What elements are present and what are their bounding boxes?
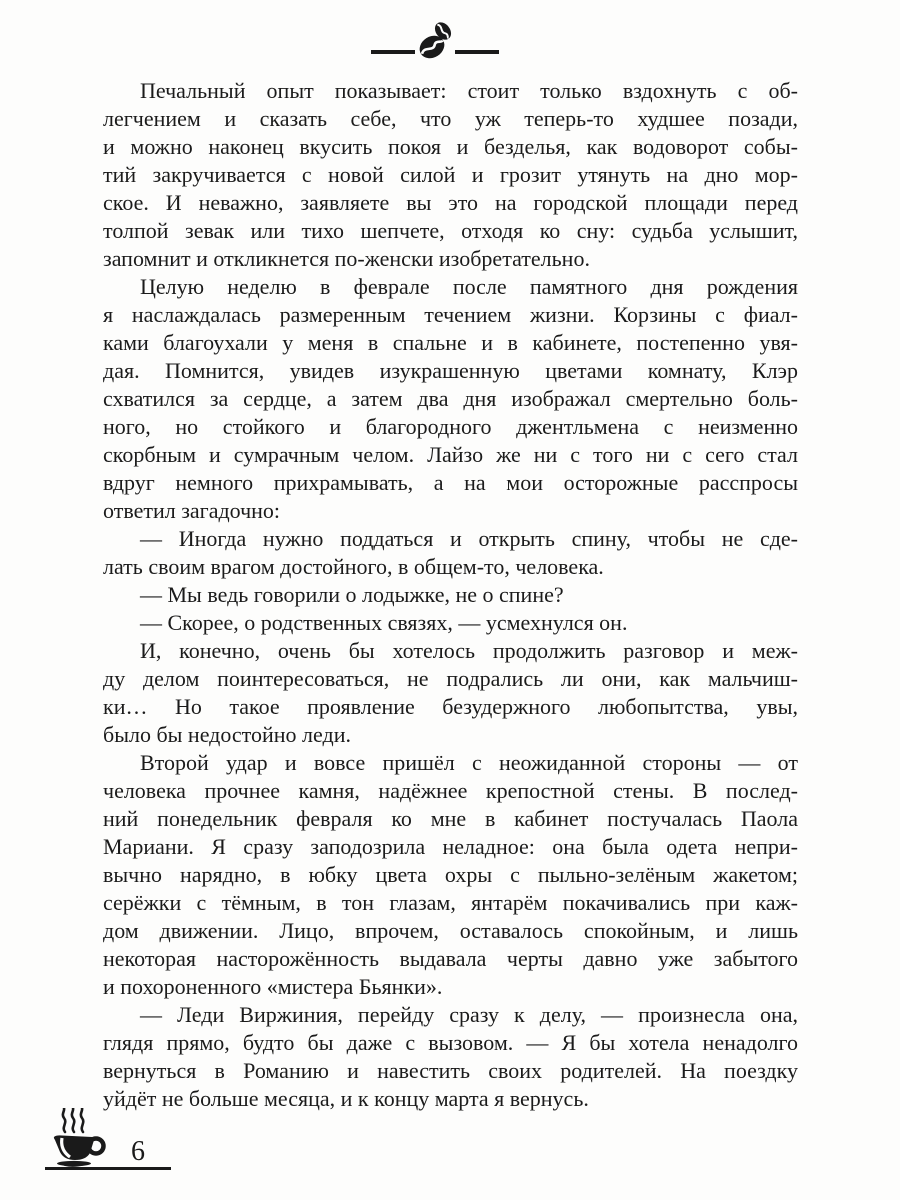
- text-line: ответил загадочно:: [103, 498, 281, 523]
- ornament-line-left: [371, 50, 415, 54]
- text-line: И, конечно, очень бы хотелось продолжить разговор и меж-: [140, 638, 798, 663]
- header-ornament: [371, 20, 499, 60]
- text-line: вычно нарядно, в юбку цвета охры с пыльно-зелёным жакетом;: [103, 862, 798, 887]
- paragraph: [103, 609, 798, 637]
- text-line: запомнит и откликнется по-женски изобретательно.: [103, 246, 590, 271]
- text-line: легчением и сказать себе, что уж теперь-то худшее позади,: [103, 106, 798, 131]
- text-line: ний понедельник февраля ко мне в кабинет постучалась Паола: [103, 806, 798, 831]
- text-line: ское. И неважно, заявляете вы это на городской площади перед: [103, 190, 798, 215]
- text-line: — Мы ведь говорили о лодыжке, не о спине?: [140, 582, 564, 607]
- text-line: — Леди Виржиния, перейду сразу к делу, — произнесла она,: [140, 1002, 798, 1027]
- text-line: тий закручивается с новой силой и грозит утянуть на дно мор-: [103, 162, 798, 187]
- text-line: человека прочнее камня, надёжнее крепостной стены. В послед-: [103, 778, 798, 803]
- footer-rule: [45, 1167, 171, 1170]
- text-line: вернуться в Романию и навестить своих родителей. На поездку: [103, 1058, 798, 1083]
- paragraph: [103, 525, 798, 581]
- text-line: схватился за сердце, а затем два дня изображал смертельно боль-: [103, 386, 798, 411]
- text-line: я наслаждалась размеренным течением жизни. Корзины с фиал-: [103, 302, 798, 327]
- page-text: [103, 77, 798, 1113]
- ornament-line-right: [455, 50, 499, 54]
- text-line: ками благоухали у меня в спальне и в кабинете, постепенно увя-: [103, 330, 798, 355]
- text-line: вдруг немного прихрамывать, а на мои осторожные расспросы: [103, 470, 798, 495]
- text-line: серёжки с тёмным, в тон глазам, янтарём покачивались при каж-: [103, 890, 798, 915]
- paragraph: [103, 273, 798, 525]
- text-line: Мариани. Я сразу заподозрила неладное: она была одета непри-: [103, 834, 798, 859]
- paragraph: [103, 749, 798, 1001]
- text-line: — Скорее, о родственных связях, — усмехнулся он.: [140, 610, 628, 635]
- coffee-beans-icon: [417, 20, 453, 60]
- paragraph: [103, 77, 798, 273]
- text-line: лать своим врагом достойного, в общем-то, человека.: [103, 554, 604, 579]
- text-line: и похороненного «мистера Бьянки».: [103, 974, 443, 999]
- paragraph: [103, 581, 798, 609]
- text-line: дая. Помнится, увидев изукрашенную цветами комнату, Клэр: [103, 358, 798, 383]
- text-line: ного, но стойкого и благородного джентльмена с неизменно: [103, 414, 798, 439]
- text-line: и можно наконец вкусить покоя и безделья, как водоворот собы-: [103, 134, 798, 159]
- text-line: скорбным и сумрачным челом. Лайзо же ни с того ни с сего стал: [103, 442, 798, 467]
- paragraph: [103, 1001, 798, 1113]
- text-line: ду делом поинтересоваться, не подрались ли они, как мальчиш-: [103, 666, 798, 691]
- page-number: 6: [131, 1136, 145, 1167]
- text-line: Второй удар и вовсе пришёл с неожиданной стороны — от: [140, 750, 798, 775]
- text-line: Целую неделю в феврале после памятного дня рождения: [140, 274, 798, 299]
- text-line: толпой зевак или тихо шепчете, отходя ко сну: судьба услышит,: [103, 218, 798, 243]
- text-line: было бы недостойно леди.: [103, 722, 351, 747]
- text-line: некоторая насторожённость выдавала черты давно уже забытого: [103, 946, 798, 971]
- text-line: ки… Но такое проявление безудержного любопытства, увы,: [103, 694, 798, 719]
- text-line: уйдёт не больше месяца, и к концу марта я вернусь.: [103, 1086, 589, 1111]
- text-line: Печальный опыт показывает: стоит только вздохнуть с об-: [140, 78, 798, 103]
- coffee-cup-icon: [52, 1108, 112, 1170]
- text-line: глядя прямо, будто бы даже с вызовом. — Я бы хотела ненадолго: [103, 1030, 798, 1055]
- text-line: дом движении. Лицо, впрочем, оставалось спокойным, и лишь: [103, 918, 798, 943]
- paragraph: [103, 637, 798, 749]
- text-line: — Иногда нужно поддаться и открыть спину, чтобы не сде-: [140, 526, 798, 551]
